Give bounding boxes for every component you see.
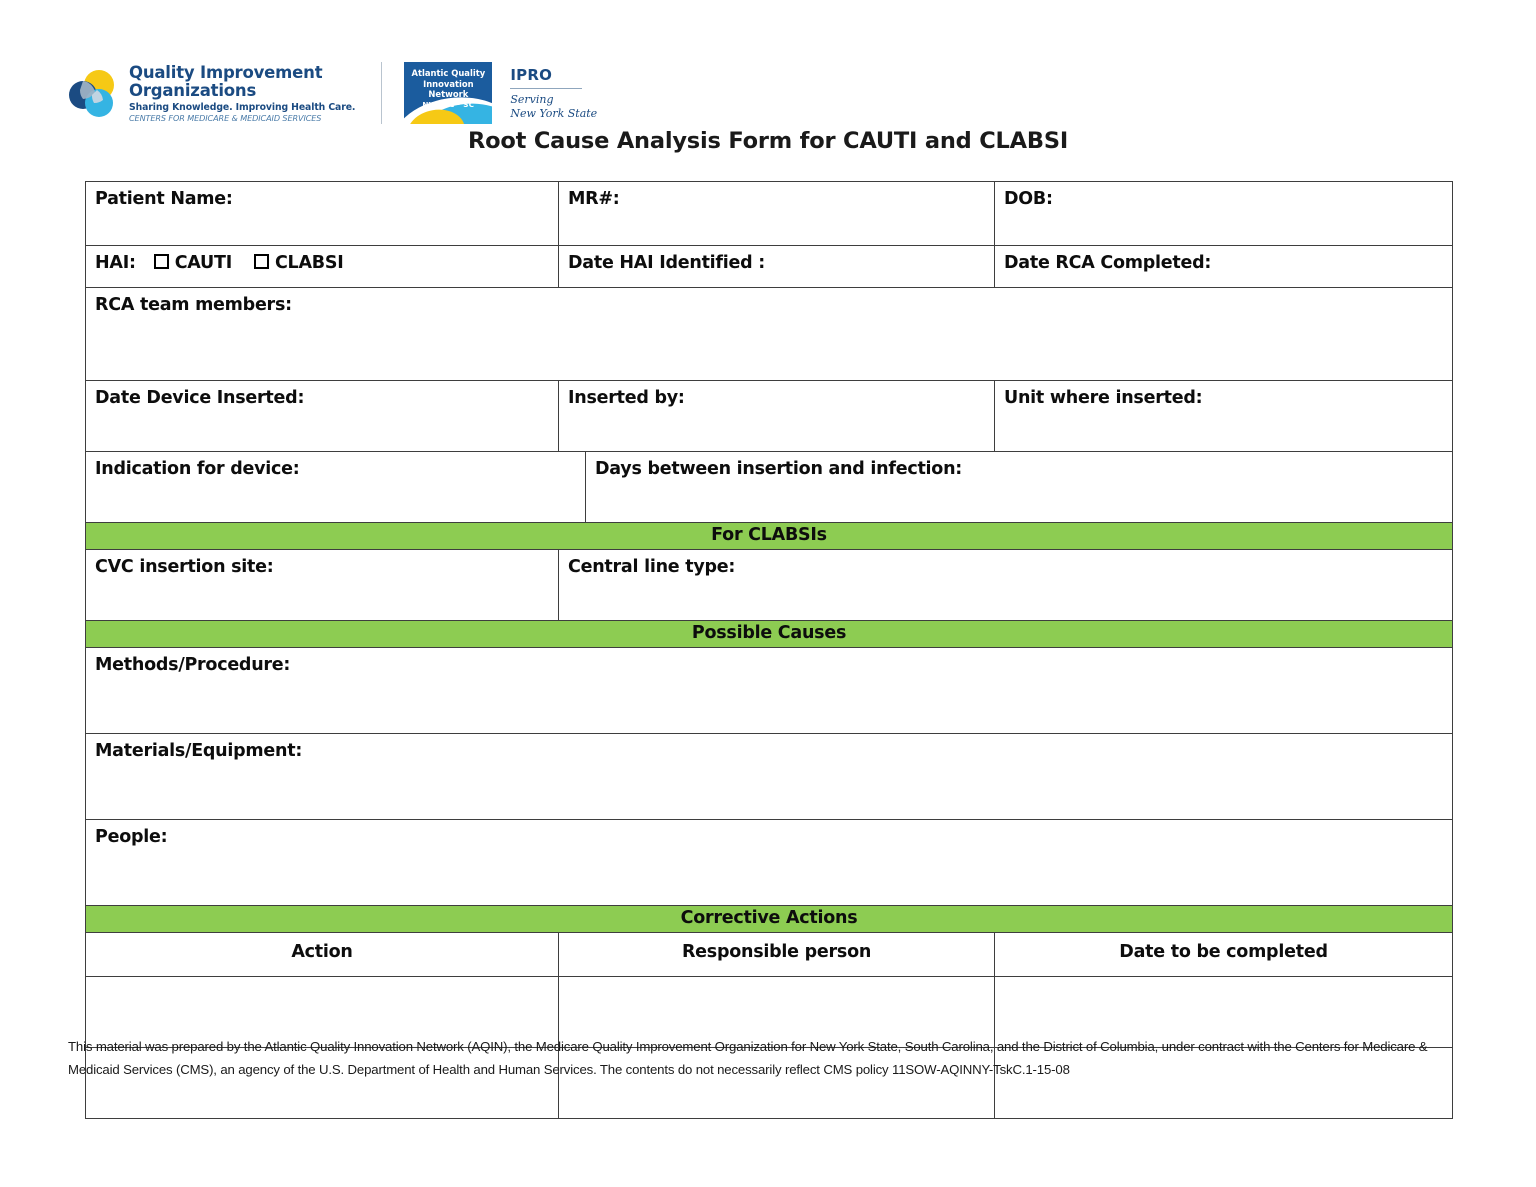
field-methods-procedure[interactable]: Methods/Procedure: bbox=[86, 648, 1453, 734]
qio-circles-icon bbox=[68, 68, 120, 118]
ipro-name: IPRO bbox=[510, 65, 553, 84]
page-title: Root Cause Analysis Form for CAUTI and CLABSI bbox=[467, 128, 1068, 154]
aqin-states: NY · DC · SC bbox=[422, 99, 475, 109]
hai-option-cauti[interactable] bbox=[154, 253, 232, 273]
checkbox-icon-clabsi[interactable] bbox=[254, 254, 269, 269]
aqin-line1: Atlantic Quality bbox=[411, 68, 486, 78]
row-people bbox=[86, 820, 1453, 906]
field-people[interactable]: People: bbox=[86, 820, 1453, 906]
row-patient-identifiers bbox=[86, 182, 1453, 246]
rca-form-table bbox=[85, 181, 1453, 1119]
row-corrective-actions-header bbox=[86, 906, 1453, 933]
column-header-date-to-be-completed: Date to be completed bbox=[995, 933, 1453, 977]
qio-tagline: Sharing Knowledge. Improving Health Care. bbox=[129, 101, 356, 113]
hai-label: HAI: bbox=[95, 253, 136, 273]
hai-option-clabsi-label: CLABSI bbox=[274, 253, 344, 273]
qio-logo bbox=[68, 64, 355, 122]
row-corrective-actions-columns bbox=[86, 933, 1453, 977]
row-indication bbox=[86, 452, 1453, 523]
field-days-between[interactable]: Days between insertion and infection: bbox=[586, 452, 1453, 523]
checkbox-icon-cauti[interactable] bbox=[154, 254, 169, 269]
row-clabsi-details bbox=[86, 550, 1453, 621]
field-hai[interactable] bbox=[86, 246, 559, 288]
section-header-corrective-actions: Corrective Actions bbox=[86, 906, 1453, 933]
qio-logo-text bbox=[129, 64, 355, 122]
row-for-clabsis-header bbox=[86, 523, 1453, 550]
row-possible-causes-header bbox=[86, 621, 1453, 648]
field-date-hai-identified[interactable]: Date HAI Identified : bbox=[559, 246, 995, 288]
footer-disclaimer: This material was prepared by the Atlantic Quality Innovation Network (AQIN), the Medicare Quality Improvement Organization for New York State, South Carolina, and the District of Columbia, under contract with the Centers for Medicare & Medicaid Services (CMS), an agency of the U.S. Department of Health and Human Services. The contents do not necessarily reflect CMS policy 11SOW-AQINNY-TskC.1-15-08 bbox=[68, 1039, 1428, 1078]
field-mr-number[interactable]: MR#: bbox=[559, 182, 995, 246]
field-cvc-insertion-site[interactable]: CVC insertion site: bbox=[86, 550, 559, 621]
field-rca-team-members[interactable]: RCA team members: bbox=[86, 288, 1453, 381]
row-hai bbox=[86, 246, 1453, 288]
qio-title-line1: Quality Improvement bbox=[129, 62, 323, 82]
field-unit-where-inserted[interactable]: Unit where inserted: bbox=[995, 381, 1453, 452]
field-indication-for-device[interactable]: Indication for device: bbox=[86, 452, 586, 523]
field-dob[interactable]: DOB: bbox=[995, 182, 1453, 246]
logo-divider bbox=[381, 62, 382, 124]
column-header-responsible-person: Responsible person bbox=[559, 933, 995, 977]
field-date-device-inserted[interactable]: Date Device Inserted: bbox=[86, 381, 559, 452]
hai-option-clabsi[interactable] bbox=[254, 253, 344, 273]
field-materials-equipment[interactable]: Materials/Equipment: bbox=[86, 734, 1453, 820]
row-methods-procedure bbox=[86, 648, 1453, 734]
field-central-line-type[interactable]: Central line type: bbox=[559, 550, 1453, 621]
section-header-possible-causes: Possible Causes bbox=[86, 621, 1453, 648]
section-header-for-clabsis: For CLABSIs bbox=[86, 523, 1453, 550]
ipro-rule bbox=[510, 88, 582, 89]
field-inserted-by[interactable]: Inserted by: bbox=[559, 381, 995, 452]
qio-cms-line: CENTERS FOR MEDICARE & MEDICAID SERVICES bbox=[129, 112, 322, 123]
field-date-rca-completed[interactable]: Date RCA Completed: bbox=[995, 246, 1453, 288]
aqin-line2: Innovation Network bbox=[423, 78, 474, 99]
column-header-action: Action bbox=[86, 933, 559, 977]
field-patient-name[interactable]: Patient Name: bbox=[86, 182, 559, 246]
row-device-insertion bbox=[86, 381, 1453, 452]
ipro-logo bbox=[510, 66, 597, 121]
ipro-serving-line2: New York State bbox=[510, 106, 598, 120]
row-rca-team bbox=[86, 288, 1453, 381]
logo-row bbox=[68, 52, 597, 134]
aqin-logo bbox=[404, 62, 492, 124]
aqin-logo-text bbox=[404, 68, 492, 109]
ipro-serving-line1: Serving bbox=[510, 92, 554, 106]
row-materials-equipment bbox=[86, 734, 1453, 820]
hai-option-cauti-label: CAUTI bbox=[174, 253, 232, 273]
qio-title-line2: Organizations bbox=[129, 80, 257, 100]
